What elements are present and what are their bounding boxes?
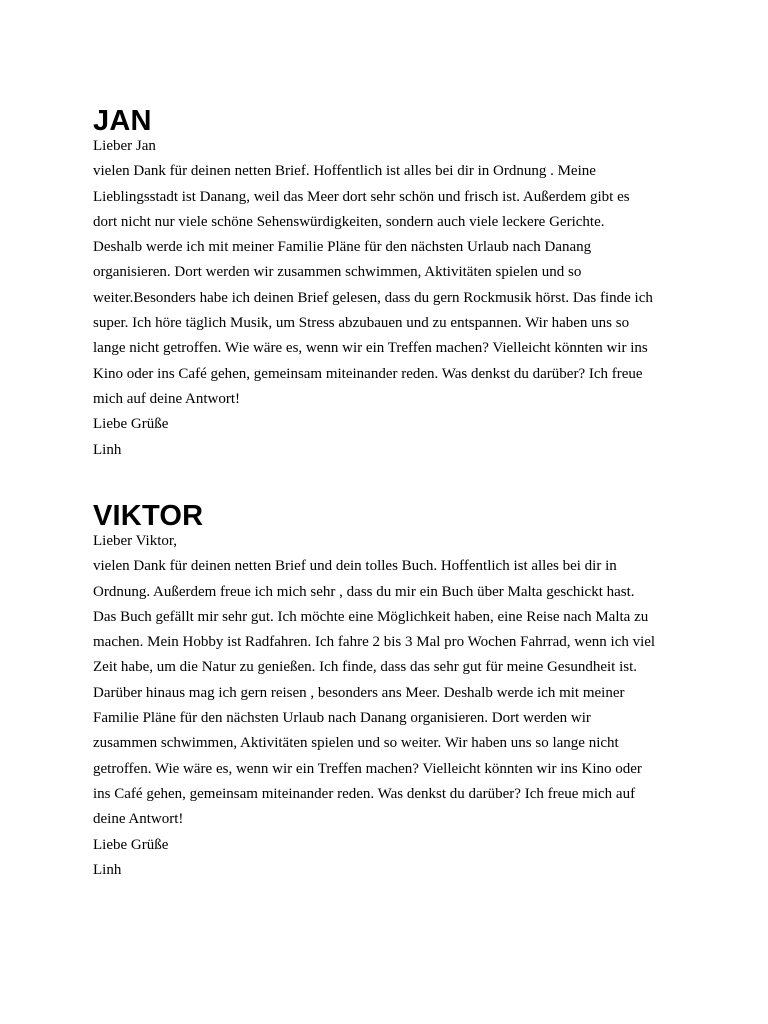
letter-closing: Liebe Grüße bbox=[93, 416, 169, 433]
letter-body-line: Deshalb werde ich mit meiner Familie Pläne für den nächsten Urlaub nach Danang bbox=[93, 239, 592, 256]
letter-body-line: Zeit habe, um die Natur zu genießen. Ich finde, dass das sehr gut für meine Gesundheit ist. bbox=[93, 659, 638, 676]
letter-heading: JAN bbox=[93, 105, 152, 137]
letter-body-line: Darüber hinaus mag ich gern reisen , besonders ans Meer. Deshalb werde ich mit meiner bbox=[93, 684, 625, 701]
letter-body-line: deine Antwort! bbox=[93, 811, 184, 828]
letter-salutation: Lieber Jan bbox=[93, 138, 156, 154]
letter-salutation: Lieber Viktor, bbox=[93, 533, 178, 549]
letter-body-line: organisieren. Dort werden wir zusammen schwimmen, Aktivitäten spielen und so bbox=[93, 264, 582, 281]
letter-body-line: Das Buch gefällt mir sehr gut. Ich möchte eine Möglichkeit haben, eine Reise nach Malta zu bbox=[93, 608, 649, 625]
letter-body-line: mich auf deine Antwort! bbox=[93, 390, 241, 407]
letter-body-line: Kino oder ins Café gehen, gemeinsam miteinander reden. Was denkst du darüber? Ich freue bbox=[93, 365, 643, 382]
letter-jan bbox=[93, 104, 683, 463]
letter-body-line: dort nicht nur viele schöne Sehenswürdigkeiten, sondern auch viele leckere Gerichte. bbox=[93, 213, 605, 230]
letter-body-line: Familie Pläne für den nächsten Urlaub nach Danang organisieren. Dort werden wir bbox=[93, 710, 591, 727]
letter-heading: VIKTOR bbox=[93, 500, 204, 532]
letter-body-line: lange nicht getroffen. Wie wäre es, wenn wir ein Treffen machen? Vielleicht könnten wir ins bbox=[93, 340, 648, 357]
letter-body-line: vielen Dank für deinen netten Brief und dein tolles Buch. Hoffentlich ist alles bei dir in bbox=[93, 558, 617, 575]
letter-body-line: super. Ich höre täglich Musik, um Stress abzubauen und zu entspannen. Wir haben uns so bbox=[93, 315, 630, 332]
letter-body-line: getroffen. Wie wäre es, wenn wir ein Treffen machen? Vielleicht könnten wir ins Kino oder bbox=[93, 760, 642, 777]
letter-closing: Liebe Grüße bbox=[93, 836, 169, 853]
letter-body-line: Ordnung. Außerdem freue ich mich sehr , dass du mir ein Buch über Malta geschickt hast. bbox=[93, 583, 635, 600]
letter-signature: Linh bbox=[93, 441, 122, 458]
letter-body-line: Lieblingsstadt ist Danang, weil das Meer dort sehr schön und frisch ist. Außerdem gibt es bbox=[93, 188, 630, 205]
letter-body-line: zusammen schwimmen, Aktivitäten spielen und so weiter. Wir haben uns so lange nicht bbox=[93, 735, 619, 752]
letter-body-line: machen. Mein Hobby ist Radfahren. Ich fahre 2 bis 3 Mal pro Wochen Fahrrad, wenn ich viel bbox=[93, 634, 656, 651]
letter-body-line: vielen Dank für deinen netten Brief. Hoffentlich ist alles bei dir in Ordnung . Meine bbox=[93, 163, 596, 180]
letter-body-line: weiter.Besonders habe ich deinen Brief gelesen, dass du gern Rockmusik hörst. Das finde ich bbox=[93, 289, 653, 306]
letter-viktor bbox=[93, 499, 683, 883]
letter-body-line: ins Café gehen, gemeinsam miteinander reden. Was denkst du darüber? Ich freue mich auf bbox=[93, 785, 636, 802]
letter-signature: Linh bbox=[93, 861, 122, 878]
